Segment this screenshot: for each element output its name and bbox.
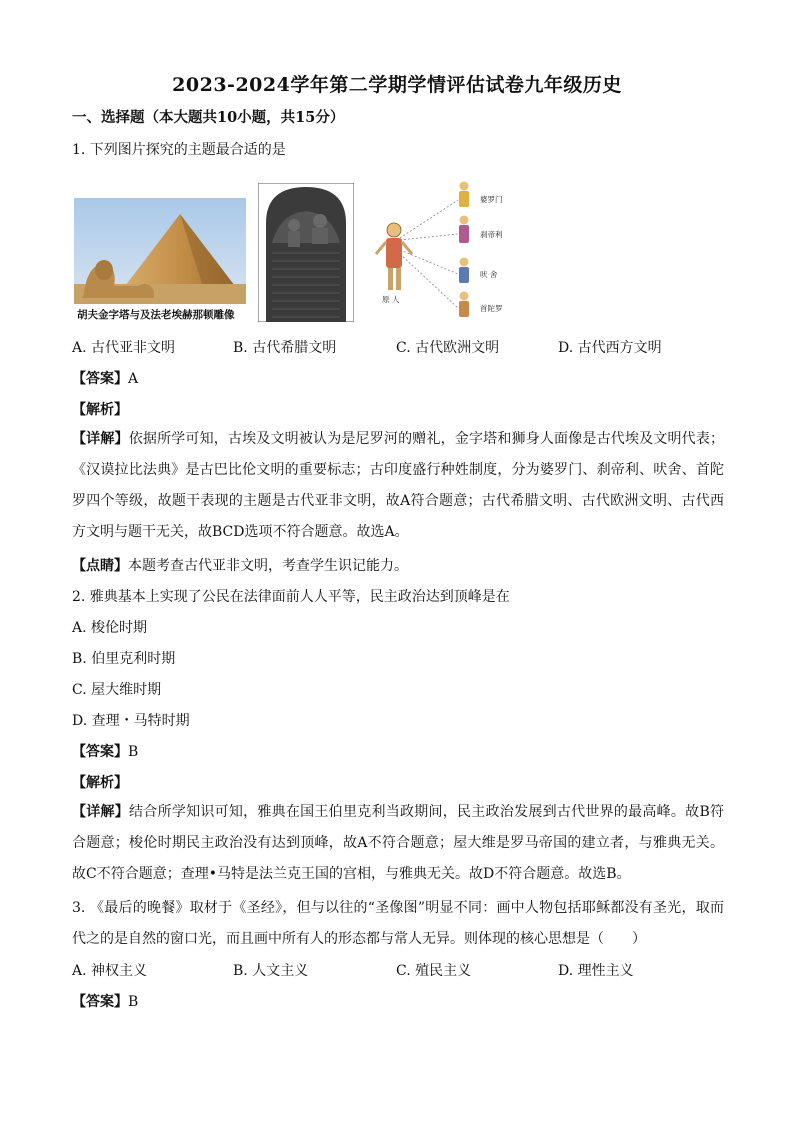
detail-text: 依据所学可知，古埃及文明被认为是尼罗河的赠礼，金字塔和狮身人面像是古代埃及文明代表；《汉谟拉比法典》是古巴比伦文明的重要标志；古印度盛行种姓制度，分为婆罗门、刹帝利、吠舍、首陀罗四个等级，故题干表现的主题是古代亚非文明，故A符合题意；古代希腊文明、古代欧洲文明、古代西方文明与题干无关，故BCD选项不符合题意。故选A。 (72, 431, 725, 540)
q3-option-d[interactable]: D. 理性主义 (558, 963, 634, 979)
q3-option-b[interactable]: B. 人文主义 (233, 963, 309, 979)
label-vaishya: 吠 舍 (480, 270, 498, 279)
label-brahmin: 婆罗门 (480, 195, 503, 204)
q1-option-a[interactable]: A. 古代亚非文明 (72, 340, 176, 356)
section-heading: 一、选择题（本大题共10小题，共15分） (72, 109, 345, 126)
answer-value: B (128, 744, 139, 760)
detail-tag: 【详解】 (72, 804, 130, 820)
q2-detail (72, 797, 724, 890)
q3-answer (72, 992, 138, 1012)
comment-text: 本题考查古代亚非文明，考查学生识记能力。 (128, 558, 408, 574)
answer-tag: 【答案】 (72, 744, 128, 760)
q1-option-d[interactable]: D. 古代西方文明 (558, 340, 662, 356)
q2-answer (72, 742, 138, 762)
q2-analysis-tag: 【解析】 (72, 775, 128, 791)
comment-tag: 【点睛】 (72, 558, 128, 574)
q2-option-a[interactable]: A. 梭伦时期 (72, 620, 148, 636)
q1-option-c[interactable]: C. 古代欧洲文明 (396, 340, 500, 356)
caste-system-diagram (370, 178, 515, 324)
q3-option-a[interactable]: A. 神权主义 (72, 963, 148, 979)
q1-option-b[interactable]: B. 古代希腊文明 (233, 340, 337, 356)
answer-tag: 【答案】 (72, 371, 128, 387)
detail-text: 结合所学知识可知，雅典在国王伯里克利当政期间，民主政治发展到古代世界的最高峰。故B符合题意；梭伦时期民主政治没有达到顶峰，故A不符合题意；屋大维是罗马帝国的建立者，与雅典无关。故C不符合题意；查理•马特是法兰克王国的宫相，与雅典无关。故D不符合题意。故选B。 (72, 804, 724, 882)
q1-comment (72, 556, 408, 576)
q3-option-c[interactable]: C. 殖民主义 (396, 963, 472, 979)
q2-option-d[interactable]: D. 查理・马特时期 (72, 713, 190, 729)
q1-answer (72, 369, 138, 389)
label-kshatriya: 刹帝利 (480, 230, 503, 239)
answer-value: B (128, 994, 139, 1010)
pyramid-sphinx-image (74, 198, 246, 322)
q1-detail (72, 424, 724, 548)
code-of-hammurabi-stele-image (258, 183, 354, 322)
page-title: 2023-2024学年第二学期学情评估试卷九年级历史 (172, 74, 622, 96)
figure1-caption: 胡夫金字塔与及法老埃赫那顿雕像 (77, 309, 235, 321)
q1-analysis-tag: 【解析】 (72, 402, 128, 418)
q3-stem: 3. 《最后的晚餐》取材于《圣经》，但与以往的“圣像图”明显不同：画中人物包括耶稣都没有圣光，取而代之的是自然的窗口光，而且画中所有人的形态都与常人无异。则体现的核心思想是（ ） (72, 900, 724, 947)
q2-stem: 2. 雅典基本上实现了公民在法律面前人人平等，民主政治达到顶峰是在 (72, 589, 510, 605)
label-origin: 原 人 (382, 295, 400, 304)
label-shudra: 首陀罗 (480, 304, 503, 313)
detail-tag: 【详解】 (72, 431, 129, 447)
answer-value: A (128, 371, 139, 387)
q2-option-c[interactable]: C. 屋大维时期 (72, 682, 162, 698)
answer-tag: 【答案】 (72, 994, 128, 1010)
q1-stem: 1. 下列图片探究的主题最合适的是 (72, 142, 286, 158)
q2-option-b[interactable]: B. 伯里克利时期 (72, 651, 176, 667)
